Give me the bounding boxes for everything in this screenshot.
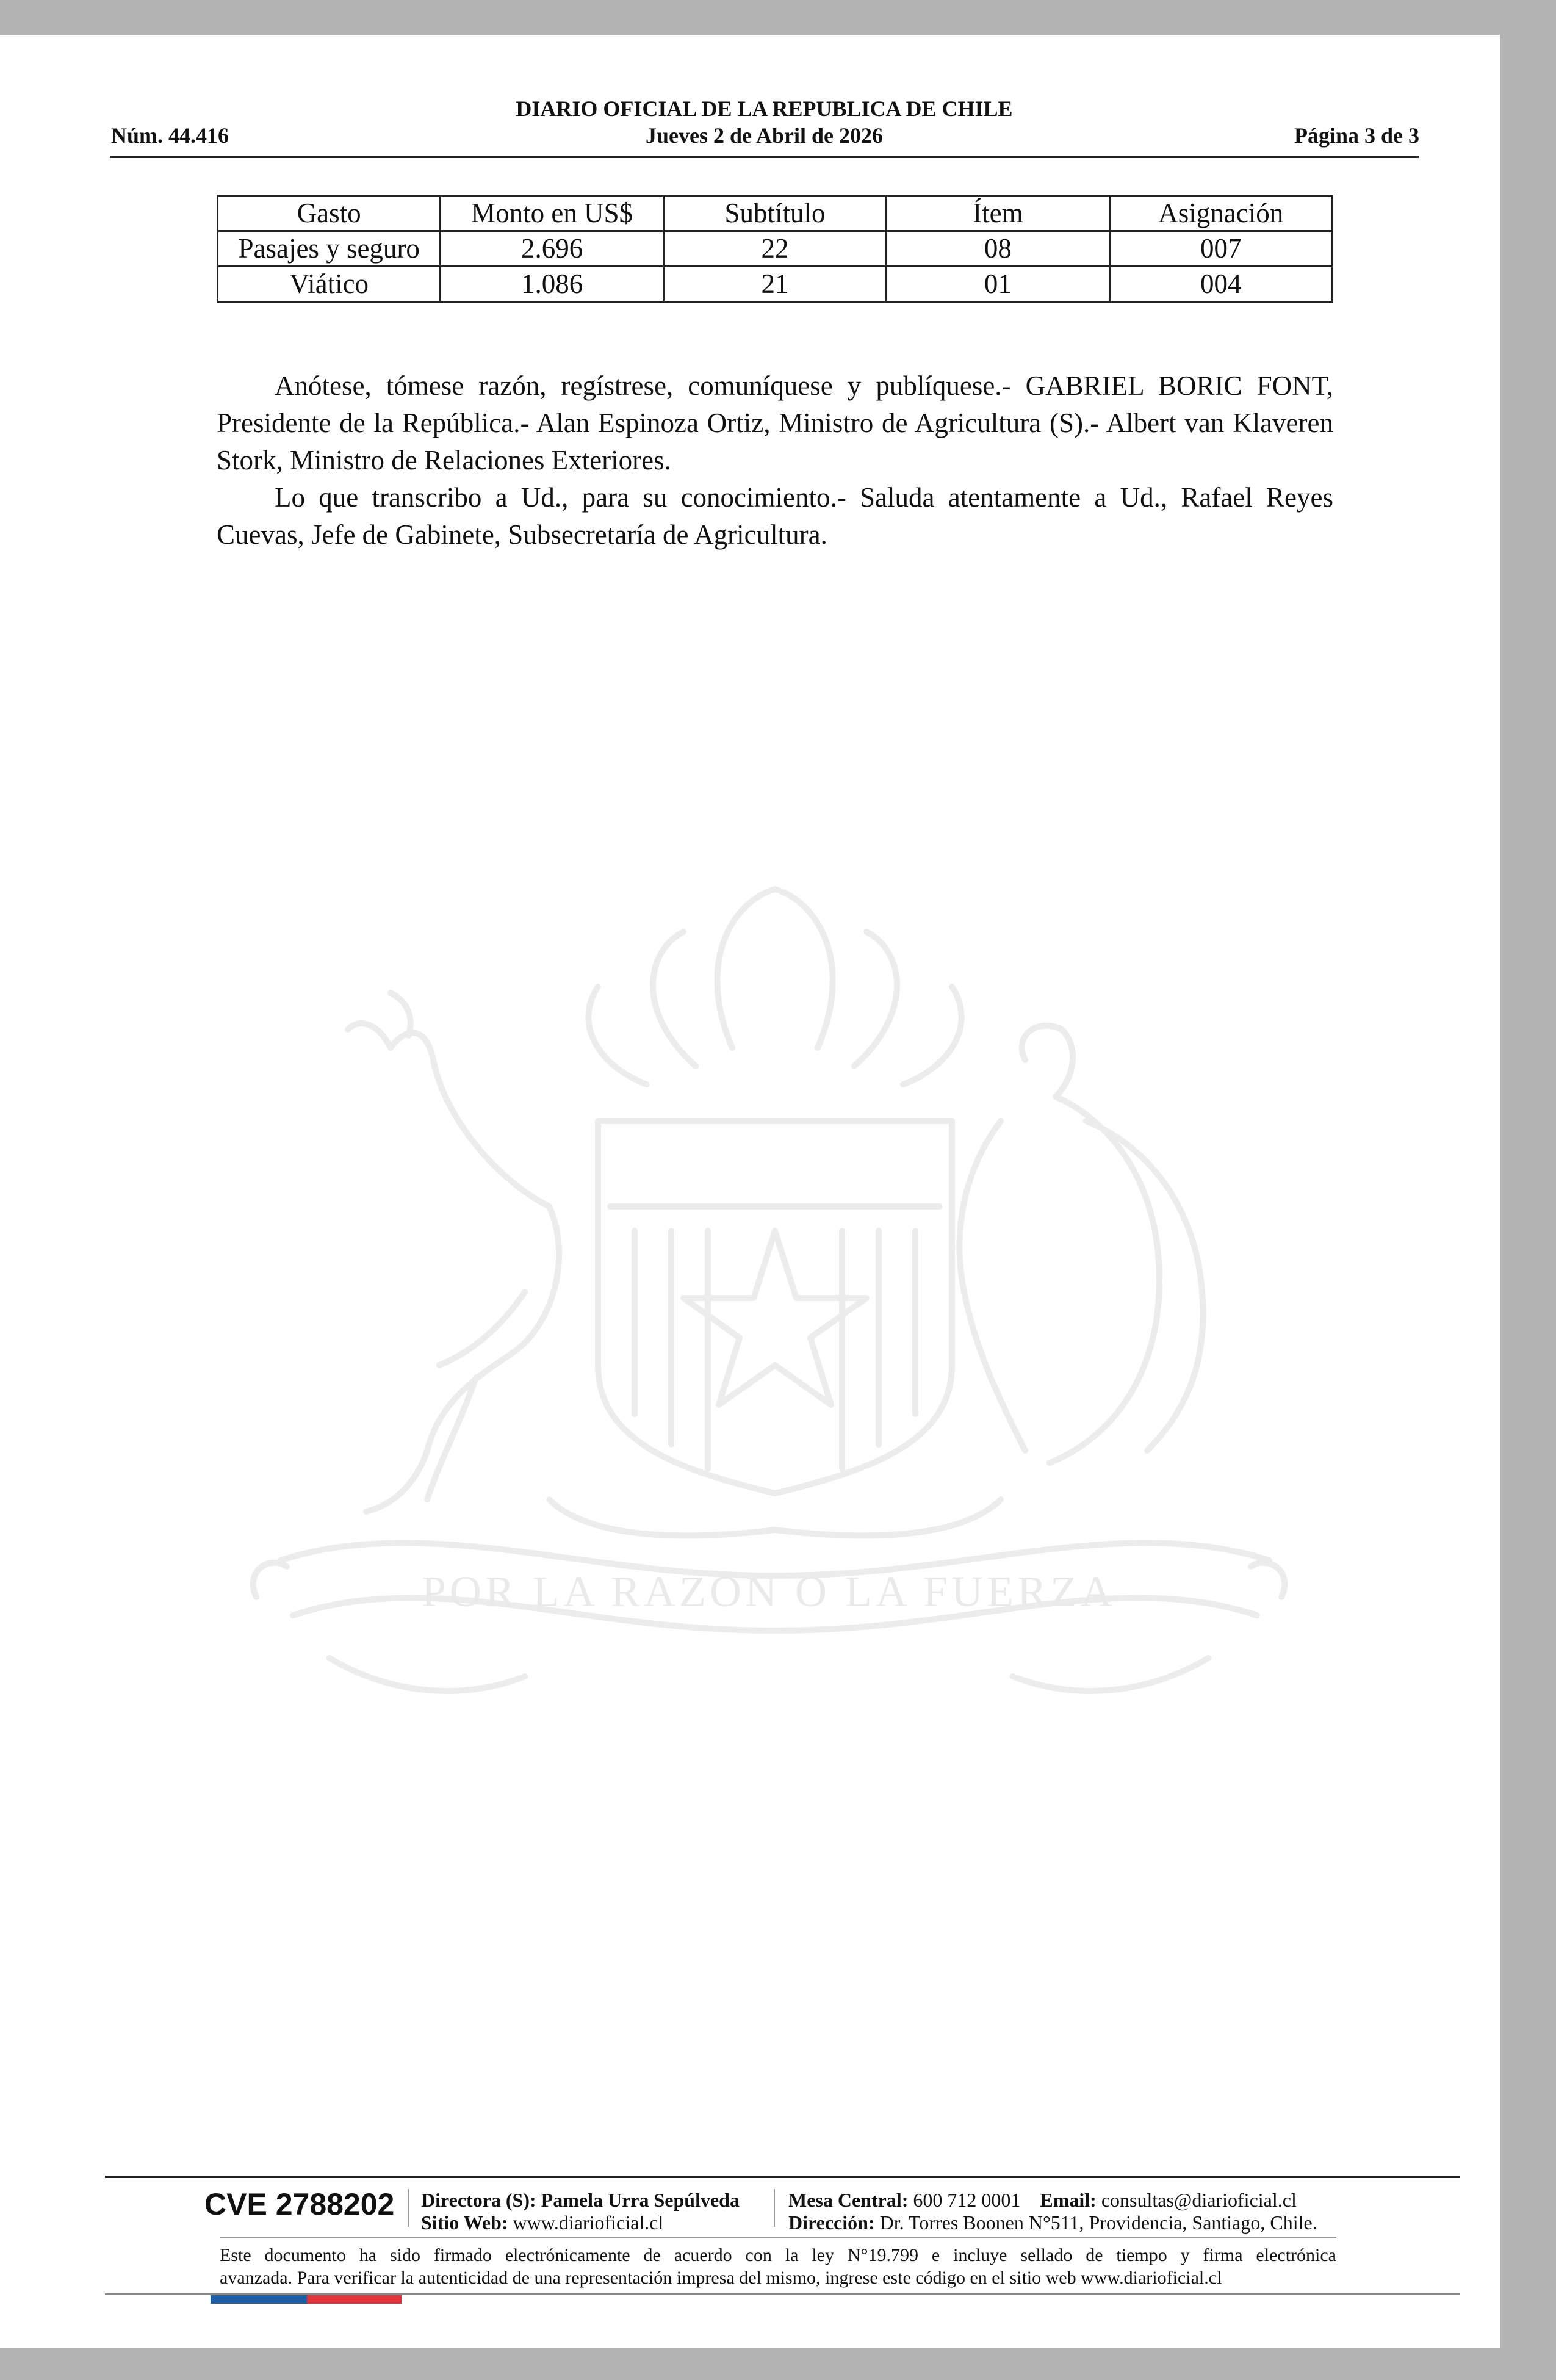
electronic-signature-notice	[220, 2244, 1336, 2289]
table-cell: 1.086	[441, 267, 663, 302]
page-indicator: Página 3 de 3	[1294, 123, 1419, 148]
closing-paragraph: Anótese, tómese razón, regístrese, comuníquese y publíquese.- GABRIEL BORIC FONT, Presidente de la República.- Alan Espinoza Ortiz, Ministro de Agricultura (S).- Albert van Klaveren Stork, Ministro de Relaciones Exteriores.	[217, 370, 1333, 475]
footer-mid-rule	[220, 2237, 1336, 2238]
flag-bar-red	[307, 2295, 402, 2304]
column-header: Subtítulo	[663, 196, 886, 231]
table-row	[218, 267, 1333, 302]
cve-code: CVE 2788202	[204, 2187, 395, 2221]
footer-bottom-rule	[105, 2293, 1460, 2295]
issue-number: Núm. 44.416	[111, 123, 229, 148]
coat-of-arms-icon	[207, 865, 1330, 1737]
directora-label: Directora (S):	[421, 2189, 536, 2211]
publication-title: DIARIO OFICIAL DE LA REPUBLICA DE CHILE	[516, 96, 1013, 121]
directora-name: Pamela Urra Sepúlveda	[541, 2189, 740, 2211]
mesa-label: Mesa Central:	[788, 2189, 909, 2211]
table-row	[218, 231, 1333, 267]
column-header: Monto en US$	[441, 196, 663, 231]
column-header: Asignación	[1109, 196, 1332, 231]
table-header-row	[218, 196, 1333, 231]
address-value: Dr. Torres Boonen N°511, Providencia, Santiago, Chile.	[879, 2212, 1317, 2234]
mesa-phone: 600 712 0001	[913, 2189, 1021, 2211]
footer-separator	[774, 2189, 775, 2227]
table-cell: 007	[1109, 231, 1332, 267]
header-divider	[110, 156, 1419, 158]
coat-of-arms-motto: POR LA RAZON O LA FUERZA	[421, 1567, 1117, 1616]
email-link[interactable]: consultas@diarioficial.cl	[1101, 2189, 1297, 2211]
footer-directora-block	[421, 2189, 740, 2234]
address-label: Dirección:	[788, 2212, 875, 2234]
table-cell: 22	[663, 231, 886, 267]
expense-table	[217, 195, 1333, 303]
footer-contact-block	[788, 2189, 1317, 2234]
table-cell: 21	[663, 267, 886, 302]
transcription-paragraph: Lo que transcribo a Ud., para su conocimiento.- Saluda atentamente a Ud., Rafael Reyes Cuevas, Jefe de Gabinete, Subsecretaría de Agricultura.	[217, 482, 1333, 550]
decree-body	[217, 367, 1333, 554]
table-cell: 004	[1109, 267, 1332, 302]
document-page	[0, 35, 1500, 2348]
legal-line-2: avanzada. Para verificar la autenticidad de una representación impresa del mismo, ingrese este código en el sitio web www.diarioficial.cl	[220, 2268, 1222, 2288]
column-header: Gasto	[218, 196, 441, 231]
email-label: Email:	[1040, 2189, 1097, 2211]
legal-line-1: Este documento ha sido firmado electrónicamente de acuerdo con la ley N°19.799 e incluye sellado de tiempo y firma electrónica	[220, 2245, 1336, 2265]
table-cell: Pasajes y seguro	[218, 231, 441, 267]
column-header: Ítem	[887, 196, 1109, 231]
issue-date: Jueves 2 de Abril de 2026	[645, 123, 883, 148]
table-cell: Viático	[218, 267, 441, 302]
footer-separator	[408, 2189, 409, 2227]
table-cell: 2.696	[441, 231, 663, 267]
table-cell: 08	[887, 231, 1109, 267]
footer-top-rule	[105, 2176, 1460, 2178]
website-label: Sitio Web:	[421, 2212, 508, 2234]
website-link[interactable]: www.diarioficial.cl	[513, 2212, 664, 2234]
flag-bar-blue	[211, 2295, 307, 2304]
table-cell: 01	[887, 267, 1109, 302]
